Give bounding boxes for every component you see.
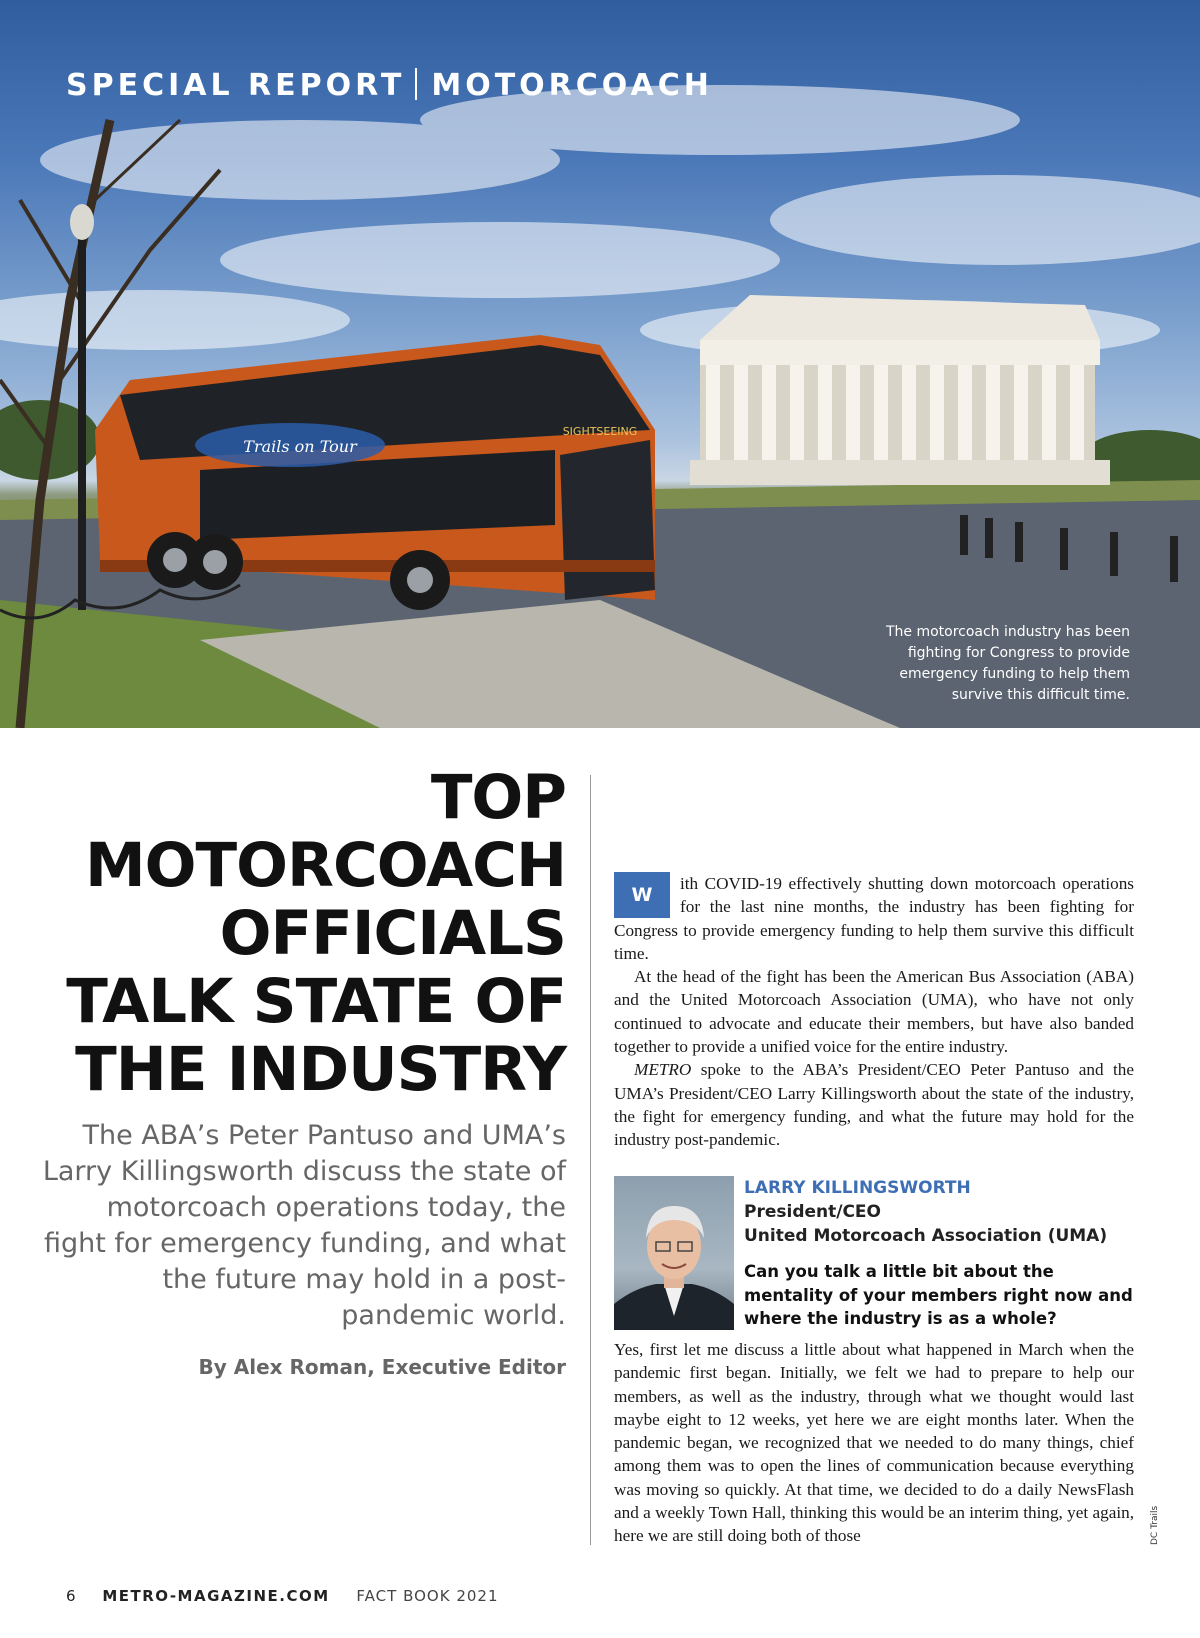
headline: [40, 764, 566, 1104]
column-divider: [590, 775, 591, 1545]
section-label-right: MOTORCOACH: [431, 68, 713, 103]
interviewee-profile: [614, 1176, 1134, 1336]
headline-line: TALK STATE OF: [66, 966, 566, 1037]
article-intro: [614, 872, 1134, 1152]
metro-name: METRO: [634, 1060, 692, 1080]
page-footer: [66, 1587, 499, 1605]
hero-photo: [0, 0, 1200, 728]
portrait-illustration: [614, 1176, 734, 1330]
headline-line: OFFICIALS: [219, 898, 566, 969]
portrait-photo: [614, 1176, 734, 1330]
memorial: [690, 295, 1110, 485]
photo-credit: DC Trails: [1150, 1505, 1160, 1545]
section-label: [66, 68, 713, 103]
interviewee-org: United Motorcoach Association (UMA): [744, 1226, 1108, 1246]
page-number: 6: [66, 1587, 76, 1605]
interviewee-name: LARRY KILLINGSWORTH: [744, 1178, 971, 1198]
bus-brand-text: Trails on Tour: [243, 437, 357, 456]
interview-answer: Yes, first let me discuss a little about what happened in March when the pandemic first began. Initially, we felt we had to prepare to help our members, as well as the industry, through what we thought would last maybe eight to 12 weeks, yet here we are eight months later. When the pandemic began, we recognized that we needed to do many things, chief among them was to open the lines of communication because everything was moving so quickly. At that time, we decided to do a daily NewsFlash and a weekly Town Hall, thinking this would be an interim thing, yet again, here we are still doing both of those: [614, 1340, 1134, 1546]
profile-text: [744, 1176, 1134, 1331]
article-paragraph-2: At the head of the fight has been the American Bus Association (ABA) and the United Motorcoach Association (UMA), who have not only continued to advocate and educate their members, but have also banded together to provide a unified voice for the entire industry.: [614, 967, 1134, 1057]
paragraph-3-text: spoke to the ABA’s President/CEO Peter Pantuso and the UMA’s President/CEO Larry Killingsworth about the state of the industry, the fight for emergency funding, and what the future may hold for the industry post-pandemic.: [614, 1060, 1134, 1150]
hero-illustration: [0, 0, 1200, 728]
interview-question: Can you talk a little bit about the mentality of your members right now and where the industry is as a whole?: [744, 1262, 1133, 1328]
interviewee-title: President/CEO: [744, 1202, 881, 1222]
article-paragraph-3: [614, 1058, 1134, 1151]
drop-cap: W: [614, 872, 670, 918]
headline-line: THE INDUSTRY: [75, 1034, 566, 1105]
section-label-left: SPECIAL REPORT: [66, 68, 406, 103]
footer-issue: FACT BOOK 2021: [356, 1587, 499, 1605]
footer-site-link[interactable]: METRO-MAGAZINE.COM: [102, 1587, 330, 1605]
section-separator: [415, 68, 417, 100]
deck: The ABA’s Peter Pantuso and UMA’s Larry Killingsworth discuss the state of motorcoach operations today, the fight for emergency funding, and what the future may hold in a post-pandemic world.: [42, 1120, 566, 1331]
bus: [95, 335, 655, 610]
headline-line: TOP: [430, 762, 566, 833]
photo-caption: The motorcoach industry has been fighting for Congress to provide emergency funding to help them survive this difficult time.: [885, 624, 1130, 703]
paragraph-1-text: ith COVID-19 effectively shutting down motorcoach operations for the last nine months, the industry has been fighting for Congress to provide emergency funding to help them survive this difficult time.: [614, 874, 1134, 963]
bus-sign-text: SIGHTSEEING: [562, 425, 638, 438]
byline: By Alex Roman, Executive Editor: [198, 1355, 566, 1379]
article-paragraph-1: [614, 872, 1134, 965]
headline-line: MOTORCOACH: [84, 830, 566, 901]
